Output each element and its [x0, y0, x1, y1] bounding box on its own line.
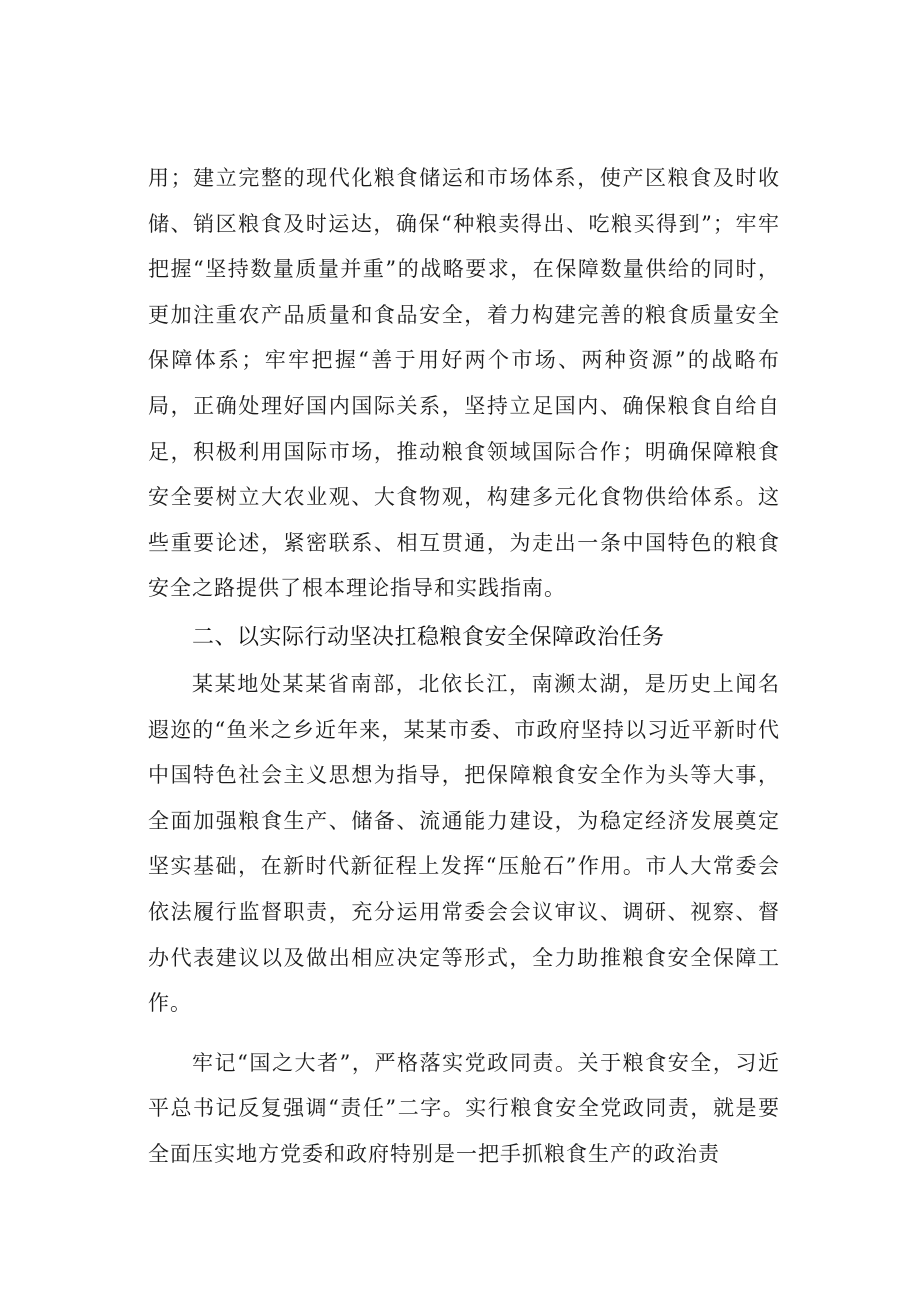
paragraph-continuation: 用；建立完整的现代化粮食储运和市场体系，使产区粮食及时收储、销区粮食及时运达，确保“种粮卖得出、吃粮买得到”；牢牢把握“坚持数量质量并重”的战略要求，在保障数量供给的同时，更加注重农产品质量和食品安全，着力构建完善的粮食质量安全保障体系；牢牢把握“善于用好两个市场、两种资源”的战略布局，正确处理好国内国际关系，坚持立足国内、确保粮食自给自足，积极利用国际市场，推动粮食领域国际合作；明确保障粮食安全要树立大农业观、大食物观，构建多元化食物供给体系。这些重要论述，紧密联系、相互贯通，为走出一条中国特色的粮食安全之路提供了根本理论指导和实践指南。: [148, 166, 780, 601]
paragraph-body: 某某地处某某省南部，北依长江，南濒太湖，是历史上闻名遐迩的“鱼米之乡近年来，某某市委、市政府坚持以习近平新时代中国特色社会主义思想为指导，把保障粮食安全作为头等大事，全面加强粮食生产、储备、流通能力建设，为稳定经济发展奠定坚实基础，在新时代新征程上发挥“压舱石”作用。市人大常委会依法履行监督职责，充分运用常委会会议审议、调研、视察、督办代表建议以及做出相应决定等形式，全力助推粮食安全保障工作。: [148, 671, 780, 1016]
section-heading: 二、以实际行动坚决扛稳粮食安全保障政治任务: [192, 624, 665, 650]
document-body: [148, 156, 780, 1177]
paragraph-spacer: [148, 1027, 780, 1041]
paragraph-body: 牢记“国之大者”，严格落实党政同责。关于粮食安全，习近平总书记反复强调“责任”二字。实行粮食安全党政同责，就是要全面压实地方党委和政府特别是一把手抓粮食生产的政治责: [148, 1050, 780, 1166]
